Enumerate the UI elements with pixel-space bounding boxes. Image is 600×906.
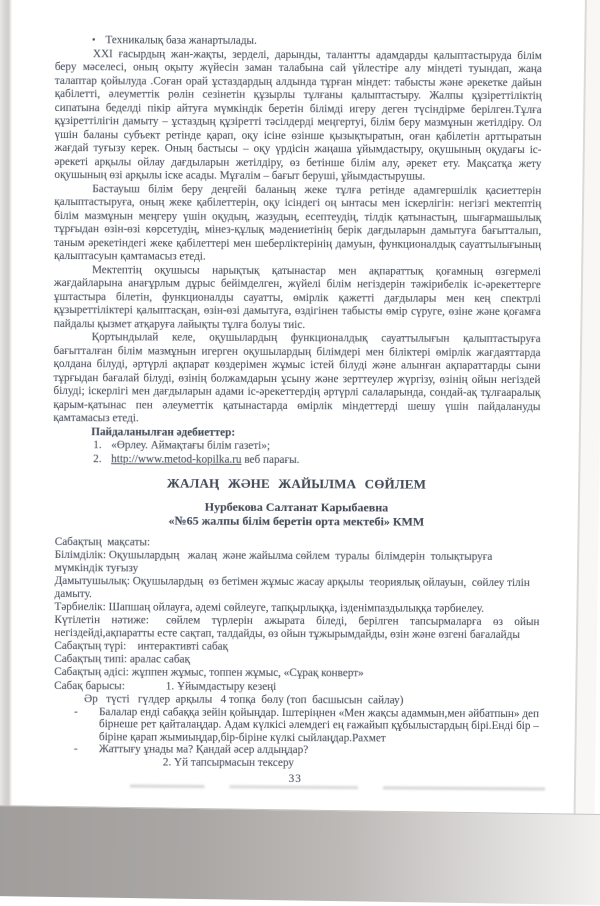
page-bottom-shadow — [0, 805, 600, 906]
lesson-kind-line: Сабақтың типі: аралас сабақ — [54, 653, 190, 666]
lesson-method-line: Сабақтың әдісі: жұппен жұмыс, топпен жұмыс, «Сұрақ конверт» — [54, 666, 364, 680]
dash-icon: - — [73, 743, 78, 756]
dash-list — [52, 706, 539, 758]
page-number: 33 — [288, 773, 302, 786]
lesson-flow-label: Сабақ барысы: — [54, 679, 125, 692]
lesson-educational-goal: Білімділік: Оқушылардың жалаң және жайылма сөйлем туралы білімдерін толықтыруға мүмкіндік туғызу — [54, 548, 496, 575]
dash-list-item-1 — [52, 706, 539, 746]
body-paragraph-2: Бастауыш білім беру деңгейі баланың жеке тұлға ретінде адамгершілік қасиеттерін қалыптастыруға, оның жеке қабілеттерін, оқу ісіндегі оң ынтасы мен іскерлігін: негізгі мектептің білім мазмұнын меңгеру үшін оқудың, жазудың, есептеудің, тілдік қатынастың, шығармашылық тұрғыдан өзін-өзі көрсетудің, мінез-құлық мәдениетінің берік дағдыларын дамытуға бағытталып, таным әрекетіндегі жеке қабілеттері мен шеберліктерінің дамуын, функционалдық сауаттылығының қалыптасуын қамтамасыз етеді. — [54, 182, 542, 263]
lesson-goal-heading: Сабақтың мақсаты: — [54, 535, 151, 548]
reference-url-suffix: веб парағы. — [241, 453, 300, 466]
homework-check-step: 2. Үй тапсырмасын тексеру — [162, 756, 295, 769]
body-paragraph-4: Қортындылай келе, оқушылардың функционалдық сауаттылығын қалыптастыруға бағытталған білім мазмұнын игерген оқушылардың білімдері мен біліктері өмірлік жағдаяттарда қолдана білуді, әртүрлі ақпарат көздерімен жұмыс істей білуді және алынған ақпараттарды сыни тұрғыдан бағалай білуді, өзінің болжамдарын ұсыну және зерттеулер жүргізу, өзінің ойын негіздей білуді; іскерлігі мен дағдыларын адами іс-әрекеттердің әртүрлі салаларында, сондай-ақ тұлғааралық қарым-қатынас пен әлеуметтік қатынастарда өмірлік міндеттерді шешу үшін пайдалануды қамтамасыз етеді. — [53, 331, 541, 425]
references-heading: Пайдаланылған әдебиеттер: — [91, 425, 236, 439]
bullet-list-item — [92, 34, 542, 49]
article-author: Нурбекова Салтанат Карыбаевна — [204, 499, 389, 514]
grouping-line: Әр түсті гүлдер арқылы 4 топқа бөлу (топ басшысын сайлау) — [84, 692, 404, 707]
body-paragraph-3: Мектептің оқушысы нарықтық қатынастар мен ақпараттық қоғамның өзгермелі жағдайларына анағұрлым дұрыс бейімделген, жүйелі білім негіздерін тәжірибелік іс-әрекеттерге ұштастыра білетін, функционалды сауатты, өмірлік қажетті дағдылары мен кең спектрлі құзыреттіліктері қалыптасқан, өзін-өзі дамытуға, өздігінен табысты өмір сүруге, өзіне және қоғамға пайдалы қызмет атқаруға лайықты тұлға болуы тиіс. — [53, 263, 541, 331]
lesson-flow-step-1: 1. Ұйымдастыру кезеңі — [165, 680, 277, 693]
reference-number: 1. — [93, 439, 102, 452]
scanned-page-content — [52, 34, 542, 788]
reference-number: 2. — [93, 452, 102, 465]
reference-text: «Өрлеу. Аймақтағы білім газеті»; — [111, 439, 271, 452]
lesson-plan-section — [52, 535, 543, 770]
lesson-upbringing-goal: Тәрбиелік: Шапшаң ойлауға, әдемі сөйлеуге, тапқырлыққа, ізденімпаздылыққа тәрбиелеу. — [54, 600, 485, 615]
dash-item-text: Балалар енді сабаққа зейін қойыңдар. Іштеріңнен «Мен жақсы адаммын,мен әйбатпын» деп бірнеше рет қайталаңдар. Адам күлкісі әлемдегі ең ғажайып құбылыстардың бірі.Енді бір –біріне қарап жымиыңдар,бір-біріне күлкі сыйлаңдар.Рахмет — [98, 705, 540, 745]
dash-icon: - — [74, 705, 78, 718]
bullet-item-text: Техникалық база жанартылады. — [105, 34, 257, 47]
dash-item-text: Жаттығу ұнады ма? Қандай әсер алдыңдар? — [98, 743, 309, 757]
reference-url: http://www.metod-kopilka.ru — [111, 452, 242, 466]
reference-text — [111, 453, 299, 467]
scanner-left-edge — [0, 0, 12, 849]
lesson-expected-outcome: Күтілетін нәтиже: сөйлем түрлерін ажырата біледі, берілген тапсырмаларға өз ойын негіздейді,ақпаратты есте сақтап, талдайды, өз ойын тұжырымдайды, өзін және өзгені бағалайды — [54, 614, 543, 642]
bullet-icon: • — [91, 35, 96, 47]
body-paragraph-1: XXI ғасырдың жан-жақты, зерделі, дарынды, талантты адамдарды қалыптастыруда білім беру мәселесі, оның оқыту жүйесін заман талабына сай үйлестіре алу міндеті туындап, жаңа талаптар қойылуда .Соған орай ұстаздардың алдында тұрған міндет: табысты және әрекетке дайын қабілетті, әлеуметтік рөлін сезінетін құзырлы тұлғаны қалыптастыру. Жалпы құзіреттіліктің сипатына беделді пікір айтуға мүмкіндік беретін білімді игеру деген түсіндірме берілген.Тұлға құзіреттілігін дамыту – ұстаздың құзіретті тәсілдерді меңгертуі, білім беру мазмұнын жетілдіру. Ол үшін баланы субъект ретінде қарап, оқу ісіне өзінше қызықтыратын, оған қабілетін арттыратын жағдай туғызу керек. Оның бастысы – оқу үрдісін жаңаша ұйымдастыру, оқушының оқудағы іс-әрекеті арқылы ойлау дағдыларын жетілдіру, өз бетінше білім алу, әрекет ету. Мақсатқа жету оқушының өзі арқылы іске асады. Мұғалім – бағыт беруші, ұйымдастырушы. — [54, 47, 542, 183]
article-title: ЖАЛАҢ ЖӘНЕ ЖАЙЫЛМА СӨЙЛЕМ — [166, 475, 427, 492]
article-school: «№65 жалпы білім беретін орта мектебі» КММ — [168, 513, 425, 529]
lesson-developmental-goal: Дамытушылық: Оқушылардың өз бетімен жұмыс жасау арқылы теориялық ойлауын, сөйлеу тілін дамыту. — [54, 574, 533, 601]
lesson-type-line: Сабақтың түрі: интерактивті сабақ — [54, 640, 229, 654]
dash-list-item-2 — [52, 743, 539, 758]
reference-item-2 — [93, 453, 540, 468]
